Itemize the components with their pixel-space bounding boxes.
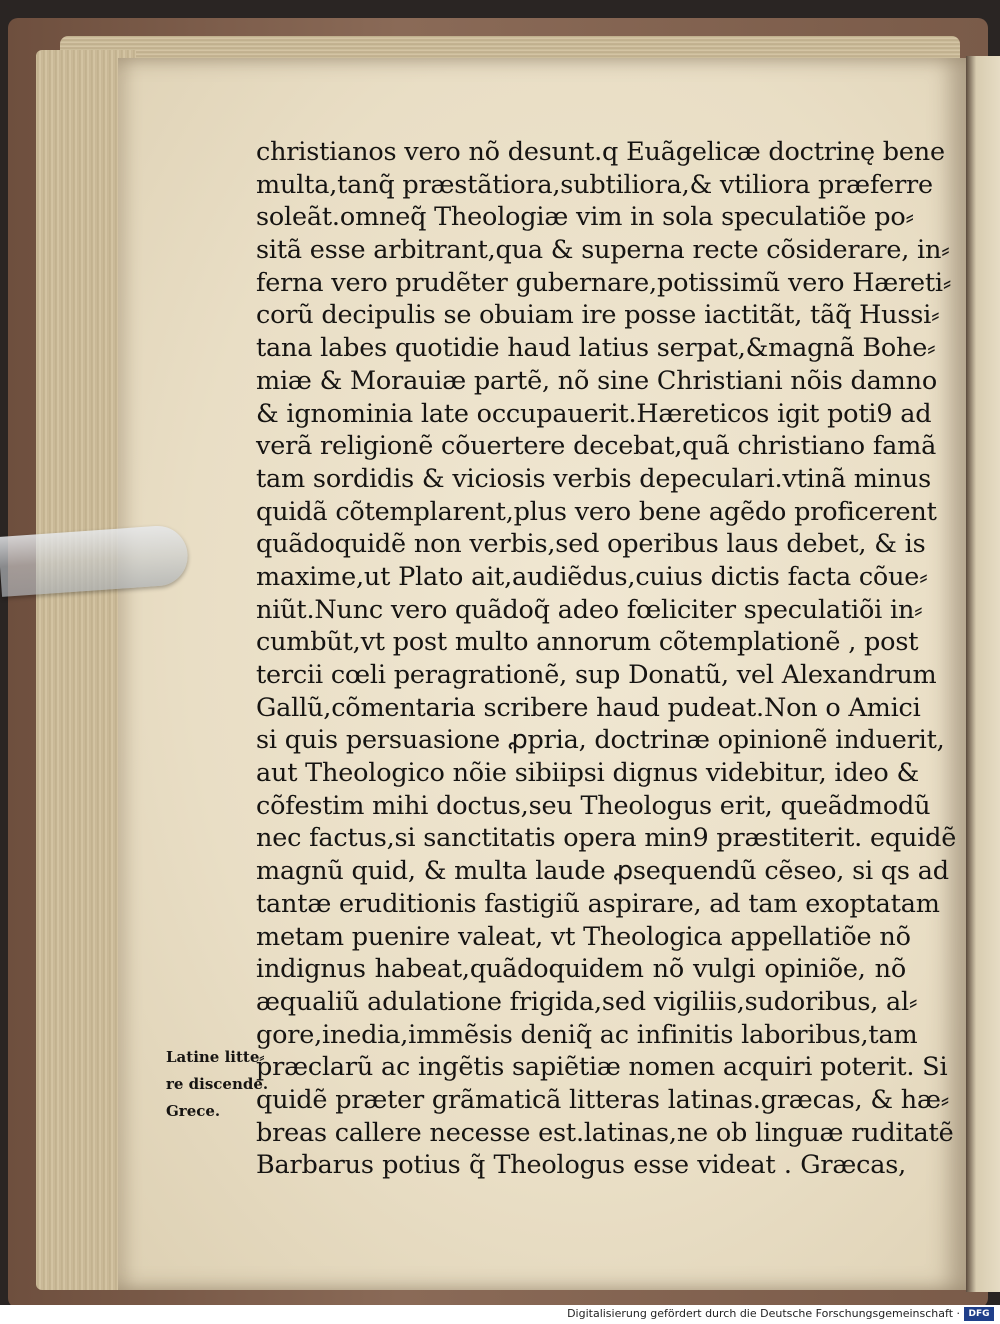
text-line: præclarũ ac ingẽtis sapiẽtiæ nomen acquiri poterit. Si [256,1052,948,1083]
text-line: aut Theologico nõie sibiipsi dignus videbitur, ideo & [256,758,919,789]
text-line: tantæ eruditionis fastigiũ aspirare, ad tam exoptatam [256,888,940,919]
text-line: sitã esse arbitrant,qua & superna recte cõsiderare, in⸗ [256,235,950,266]
margin-note-line: Grece. [166,1102,221,1120]
text-line: multa,tanq̃ præstãtiora,subtiliora,& vtiliora præferre [256,169,933,200]
text-line: tana labes quotidie haud latius serpat,&magnã Bohe⸗ [256,333,936,364]
text-line: tercii cœli peragrationẽ, sup Donatũ, vel Alexandrum [256,660,937,690]
funding-credit: Digitalisierung gefördert durch die Deutsche Forschungsgemeinschaft · [567,1307,960,1320]
text-line: indignus habeat,quãdoquidem nõ vulgi opiniõe, nõ [256,954,906,985]
text-line: breas callere necesse est.latinas,ne ob linguæ ruditatẽ [256,1117,954,1148]
dfg-logo: DFG [964,1307,994,1321]
text-line: quidã cõtemplarent,plus vero bene agẽdo proficerent [256,496,937,527]
text-line: Barbarus potius q̃ Theologus esse videat . Græcas, [256,1150,906,1181]
text-line: metam puenire valeat, vt Theologica appellatiõe nõ [256,921,911,952]
text-line: ferna vero prudẽter gubernare,potissimũ vero Hæreti⸗ [256,267,952,298]
text-line: æqualiũ adulatione frigida,sed vigiliis,sudoribus, al⸗ [256,986,918,1017]
text-line: gore,inedia,immẽsis deniq̃ ac infinitis laboribus,tam [256,1019,918,1050]
text-line: miæ & Morauiæ partẽ, nõ sine Christiani nõis damno [256,365,937,396]
facing-page [966,56,1000,1292]
text-line: Gallũ,cõmentaria scribere haud pudeat.Non o Amici [256,692,921,723]
margin-note [166,1044,276,1125]
text-line: cõfestim mihi doctus,seu Theologus erit, queãdmodũ [256,790,931,821]
text-line: maxime,ut Plato ait,audiẽdus,cuius dictis facta cõue⸗ [256,561,928,592]
text-line: soleãt.omneq̃ Theologiæ vim in sola speculatiõe po⸗ [256,202,914,233]
text-line: magnũ quid, & multa laude ꝓsequendũ cẽseo, si qs ad [256,856,949,887]
text-line: & ignominia late occupauerit.Hæreticos igit poti9 ad [256,398,932,429]
text-line: tam sordidis & viciosis verbis depeculari.vtinã minus [256,463,932,494]
page-text [256,136,957,1182]
text-line: christianos vero nõ desunt.q Euãgelicæ doctrinę bene [256,137,945,167]
margin-note-line: Latine litte⸗ [166,1048,265,1066]
text-line: corũ decipulis se obuiam ire posse iactitãt, tãq̃ Hussi⸗ [256,300,940,331]
text-line: verã religionẽ cõuertere decebat,quã christiano famã [256,431,937,462]
margin-note-line: re discende. [166,1075,269,1093]
text-line: nec factus,si sanctitatis opera min9 præstiterit. equidẽ [256,823,957,854]
text-line: quidẽ præter grãmaticã litteras latinas.græcas, & hæ⸗ [256,1084,950,1115]
footer-bar [0,1305,1000,1324]
text-line: si quis persuasione ꝓpria, doctrinæ opinionẽ induerit, [256,725,945,756]
text-line: niũt.Nunc vero quãdoq̃ adeo fœliciter speculatiõi in⸗ [256,594,923,625]
text-line: quãdoquidẽ non verbis,sed operibus laus debet, & is [256,529,926,560]
text-line: cumbũt,vt post multo annorum cõtemplationẽ , post [256,627,919,658]
